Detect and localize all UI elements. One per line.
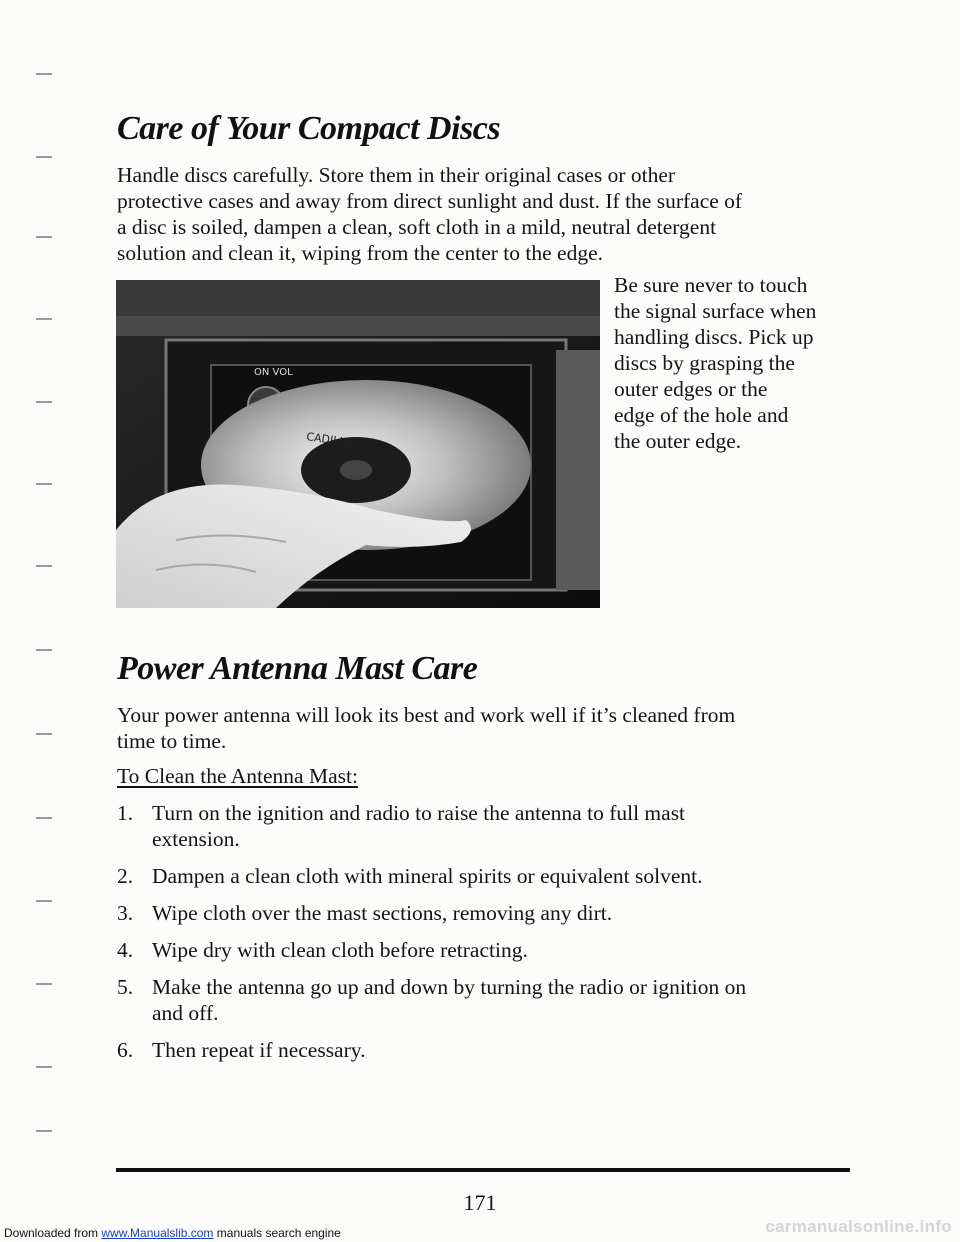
text-line: Handle discs carefully. Store them in their original cases or other — [117, 163, 676, 187]
text-line: Dampen a clean cloth with mineral spirits or equivalent solvent. — [152, 864, 703, 888]
disc-label: CADILLAC — [305, 430, 362, 451]
text-line: Then repeat if necessary. — [152, 1038, 366, 1062]
watermark: carmanualsonline.info — [765, 1217, 952, 1236]
step-text — [152, 800, 847, 852]
footer-prefix: Downloaded from — [4, 1226, 102, 1240]
margin-mark — [36, 565, 52, 567]
antenna-subheading: To Clean the Antenna Mast: — [117, 764, 358, 788]
list-item — [117, 800, 847, 852]
margin-mark — [36, 817, 52, 819]
margin-mark — [36, 983, 52, 985]
text-line: edge of the hole and — [614, 403, 789, 427]
text-line: Wipe dry with clean cloth before retracting. — [152, 938, 528, 962]
footer-suffix: manuals search engine — [213, 1226, 341, 1240]
text-line: Wipe cloth over the mast sections, removing any dirt. — [152, 901, 613, 925]
text-line: outer edges or the — [614, 377, 768, 401]
page-number: 171 — [463, 1190, 497, 1215]
footer-rule — [116, 1168, 850, 1172]
antenna-intro — [117, 702, 847, 754]
antenna-steps-list — [117, 800, 847, 1074]
step-text — [152, 1037, 847, 1063]
text-line: the signal surface when — [614, 299, 817, 323]
list-item — [117, 1037, 847, 1063]
step-text — [152, 900, 847, 926]
text-line: solution and clean it, wiping from the center to the edge. — [117, 241, 603, 265]
text-line: Make the antenna go up and down by turning the radio or ignition on — [152, 975, 747, 999]
cd-insertion-photo — [116, 280, 600, 608]
radio-label: ON VOL — [254, 367, 293, 378]
step-number: 3. — [117, 901, 134, 925]
text-line: and off. — [152, 1001, 219, 1025]
text-line: discs by grasping the — [614, 351, 795, 375]
text-line: handling discs. Pick up — [614, 325, 814, 349]
section-heading-antenna-care: Power Antenna Mast Care — [117, 650, 478, 687]
text-line: Your power antenna will look its best and work well if it’s cleaned from — [117, 703, 736, 727]
margin-mark — [36, 401, 52, 403]
download-footer — [4, 1226, 341, 1240]
cd-handling-note — [614, 272, 852, 454]
step-text — [152, 937, 847, 963]
margin-mark — [36, 649, 52, 651]
margin-mark — [36, 318, 52, 320]
step-number: 6. — [117, 1038, 134, 1062]
margin-mark — [36, 733, 52, 735]
step-number: 1. — [117, 801, 134, 825]
margin-mark — [36, 483, 52, 485]
text-line: time to time. — [117, 729, 227, 753]
step-number: 4. — [117, 938, 134, 962]
step-number: 2. — [117, 864, 134, 888]
margin-mark — [36, 73, 52, 75]
margin-mark — [36, 236, 52, 238]
margin-mark — [36, 900, 52, 902]
text-line: Be sure never to touch — [614, 273, 808, 297]
list-item — [117, 937, 847, 963]
list-item — [117, 863, 847, 889]
manualslib-link[interactable]: www.Manualslib.com — [101, 1226, 214, 1240]
cd-care-intro — [117, 162, 847, 266]
margin-mark — [36, 1130, 52, 1132]
list-item — [117, 974, 847, 1026]
section-heading-cd-care: Care of Your Compact Discs — [117, 110, 501, 147]
text-line: Turn on the ignition and radio to raise the antenna to full mast — [152, 801, 686, 825]
text-line: protective cases and away from direct sunlight and dust. If the surface of — [117, 189, 743, 213]
step-text — [152, 974, 847, 1026]
text-line: the outer edge. — [614, 429, 742, 453]
step-text — [152, 863, 847, 889]
list-item — [117, 900, 847, 926]
text-line: extension. — [152, 827, 240, 851]
margin-mark — [36, 156, 52, 158]
margin-mark — [36, 1066, 52, 1068]
text-line: a disc is soiled, dampen a clean, soft cloth in a mild, neutral detergent — [117, 215, 717, 239]
step-number: 5. — [117, 975, 134, 999]
